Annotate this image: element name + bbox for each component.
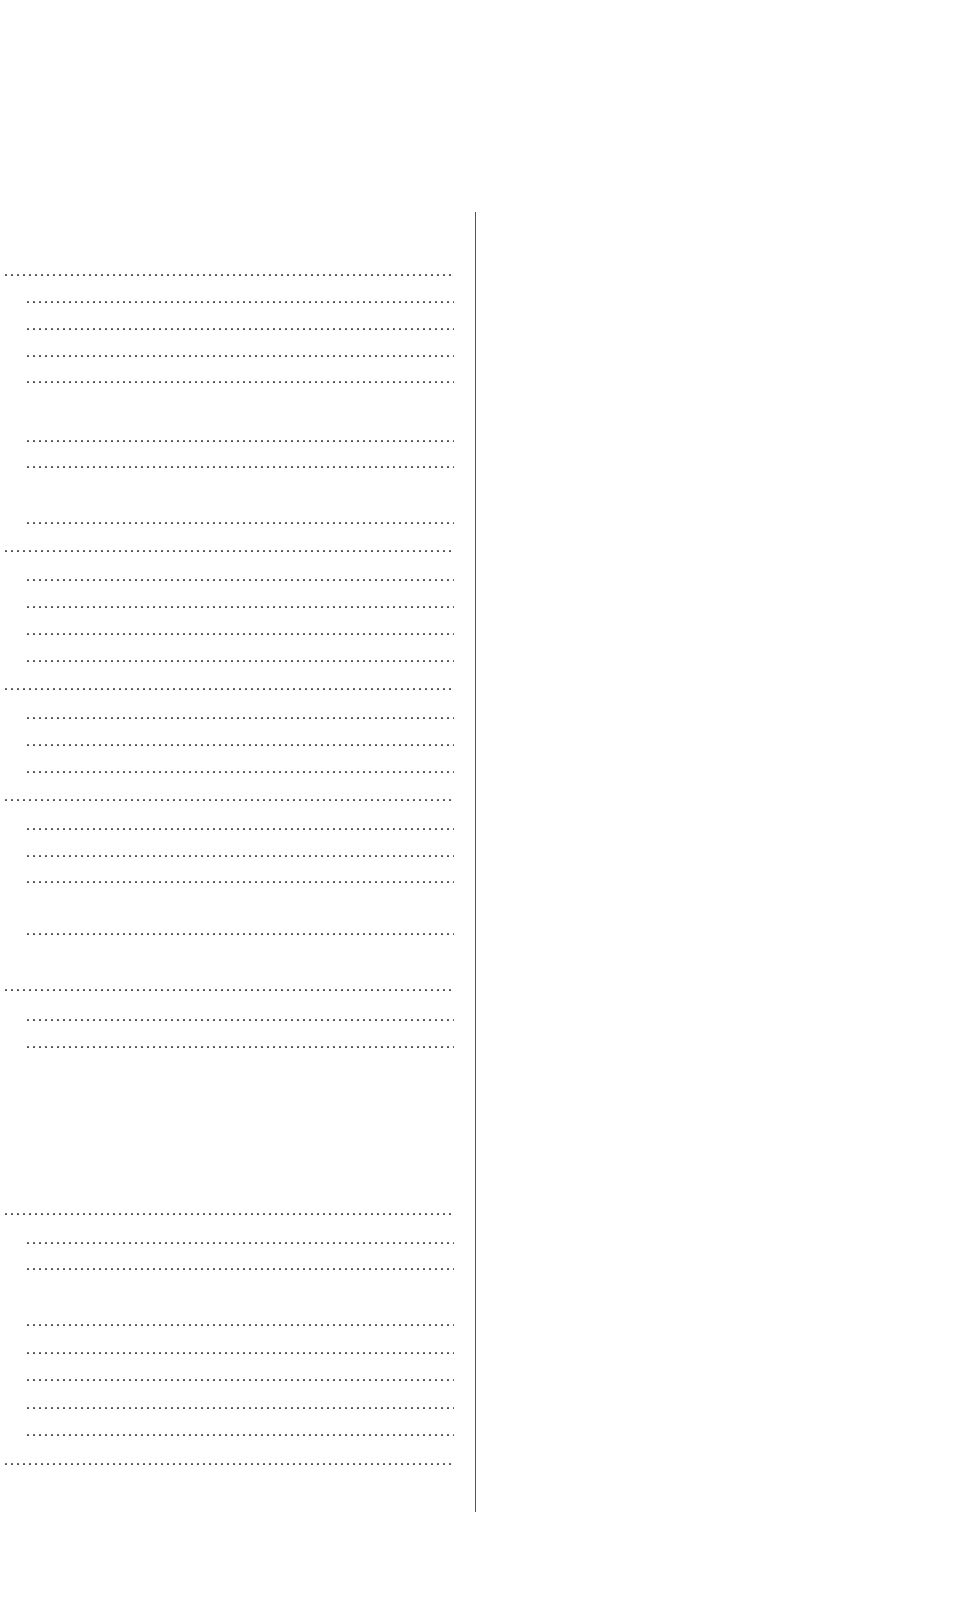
- toc-entry[interactable]: [26, 313, 456, 339]
- dot-leader: [26, 1031, 454, 1057]
- toc-entry[interactable]: [26, 564, 456, 590]
- toc-entry-row: [26, 451, 456, 477]
- toc-entry-row: [26, 618, 456, 644]
- toc-entry-row: [26, 313, 456, 339]
- toc-entry[interactable]: [4, 673, 456, 699]
- dot-leader: [4, 974, 454, 1000]
- toc-entry-row: [26, 1337, 456, 1363]
- toc-entry-row: [26, 366, 456, 392]
- dot-leader: [26, 340, 454, 366]
- dot-leader: [26, 286, 454, 312]
- toc-entry-row: [4, 535, 456, 561]
- toc-entry[interactable]: [26, 1364, 456, 1390]
- toc-entry-row: [26, 1309, 456, 1335]
- toc-entry-row: [4, 974, 456, 1000]
- column-divider: [475, 212, 476, 1512]
- toc-entry-row: [26, 918, 456, 944]
- toc-entry-row: [26, 1227, 456, 1253]
- dot-leader: [26, 729, 454, 755]
- toc-entry[interactable]: [26, 1392, 456, 1418]
- toc-entry-row: [26, 1364, 456, 1390]
- dot-leader: [26, 756, 454, 782]
- dot-leader: [4, 784, 454, 810]
- dot-leader: [26, 918, 454, 944]
- toc-entry-row: [26, 1004, 456, 1030]
- toc-entry-row: [26, 340, 456, 366]
- toc-entry[interactable]: [4, 535, 456, 561]
- toc-entry[interactable]: [26, 366, 456, 392]
- toc-entry-row: [26, 866, 456, 892]
- toc-entry[interactable]: [26, 702, 456, 728]
- dot-leader: [26, 866, 454, 892]
- toc-entry-row: [26, 756, 456, 782]
- dot-leader: [4, 535, 454, 561]
- dot-leader: [26, 1392, 454, 1418]
- toc-entry[interactable]: [26, 591, 456, 617]
- dot-leader: [26, 425, 454, 451]
- toc-entry[interactable]: [4, 259, 456, 285]
- toc-entry[interactable]: [26, 1004, 456, 1030]
- dot-leader: [26, 1004, 454, 1030]
- toc-entry[interactable]: [26, 866, 456, 892]
- toc-entry[interactable]: [26, 1309, 456, 1335]
- toc-entry[interactable]: [4, 784, 456, 810]
- toc-entry-row: [26, 813, 456, 839]
- dot-leader: [26, 1364, 454, 1390]
- dot-leader: [4, 1448, 454, 1474]
- toc-entry[interactable]: [26, 618, 456, 644]
- dot-leader: [26, 564, 454, 590]
- toc-entry[interactable]: [26, 286, 456, 312]
- dot-leader: [26, 591, 454, 617]
- toc-entry-row: [26, 591, 456, 617]
- dot-leader: [4, 673, 454, 699]
- running-header: [4, 2, 40, 22]
- toc-entry[interactable]: [26, 451, 456, 477]
- toc-entry-row: [26, 507, 456, 533]
- toc-entry-row: [26, 286, 456, 312]
- toc-entry-row: [4, 1448, 456, 1474]
- dot-leader: [26, 813, 454, 839]
- toc-entry-row: [26, 840, 456, 866]
- toc-entry-row: [26, 1392, 456, 1418]
- toc-entry[interactable]: [26, 918, 456, 944]
- toc-entry[interactable]: [4, 1448, 456, 1474]
- toc-entry[interactable]: [26, 729, 456, 755]
- dot-leader: [26, 366, 454, 392]
- toc-entry[interactable]: [26, 1337, 456, 1363]
- toc-entry-row: [26, 1253, 456, 1279]
- toc-entry[interactable]: [26, 1031, 456, 1057]
- dot-leader: [26, 1227, 454, 1253]
- dot-leader: [26, 1309, 454, 1335]
- toc-entry[interactable]: [26, 1253, 456, 1279]
- toc-entry-row: [4, 1198, 456, 1224]
- toc-entry-row: [26, 729, 456, 755]
- toc-entry[interactable]: [26, 813, 456, 839]
- toc-entry[interactable]: [26, 340, 456, 366]
- toc-entry[interactable]: [4, 974, 456, 1000]
- dot-leader: [26, 645, 454, 671]
- toc-entry-row: [26, 702, 456, 728]
- dot-leader: [26, 702, 454, 728]
- toc-entry[interactable]: [26, 840, 456, 866]
- dot-leader: [26, 840, 454, 866]
- toc-entry[interactable]: [26, 756, 456, 782]
- toc-entry[interactable]: [26, 425, 456, 451]
- toc-entry-row: [26, 645, 456, 671]
- dot-leader: [26, 1253, 454, 1279]
- toc-entry[interactable]: [4, 1198, 456, 1224]
- toc-entry[interactable]: [26, 645, 456, 671]
- dot-leader: [26, 1337, 454, 1363]
- dot-leader: [26, 1419, 454, 1445]
- toc-entry-row: [4, 259, 456, 285]
- dot-leader: [26, 618, 454, 644]
- dot-leader: [4, 1198, 454, 1224]
- toc-entry-row: [26, 564, 456, 590]
- toc-entry[interactable]: [26, 507, 456, 533]
- toc-entry-row: [26, 425, 456, 451]
- toc-entry-row: [4, 673, 456, 699]
- toc-entry-row: [26, 1031, 456, 1057]
- dot-leader: [26, 507, 454, 533]
- toc-entry-row: [26, 1419, 456, 1445]
- dot-leader: [26, 313, 454, 339]
- dot-leader: [26, 451, 454, 477]
- dot-leader: [4, 259, 454, 285]
- toc-entry-row: [4, 784, 456, 810]
- toc-entry[interactable]: [26, 1419, 456, 1445]
- toc-entry[interactable]: [26, 1227, 456, 1253]
